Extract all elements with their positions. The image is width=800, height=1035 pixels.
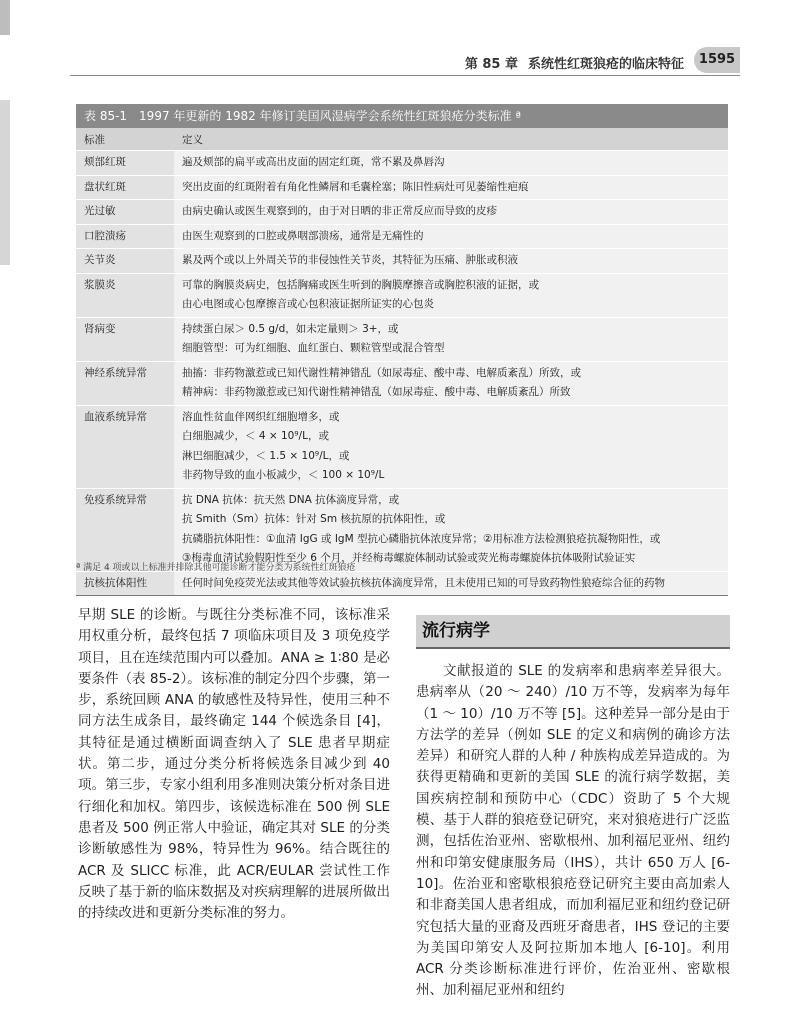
definition-line: 非药物导致的血小板减少，＜ 100 × 10⁹/L bbox=[182, 469, 385, 481]
definition-line: ③梅毒血清试验假阳性至少 6 个月，并经梅毒螺旋体制动试验或荧光梅毒螺旋体抗体吸附试验证实 bbox=[182, 552, 636, 564]
definition-cell bbox=[174, 249, 728, 274]
page-number: 1595 bbox=[694, 47, 740, 73]
definition-line: 细胞管型：可为红细胞、血红蛋白、颗粒管型或混合管型 bbox=[182, 342, 445, 354]
definition-line: 由病史确认或医生观察到的，由于对日晒的非正常反应而导致的皮疹 bbox=[182, 205, 497, 217]
table-row bbox=[76, 488, 728, 571]
definition-line: 由医生观察到的口腔或鼻咽部溃疡，通常是无痛性的 bbox=[182, 229, 424, 242]
criteria-table-grid bbox=[76, 128, 728, 595]
definition-line: 持续蛋白尿＞ 0.5 g/d，如未定量则＞ 3+，或 bbox=[182, 322, 399, 335]
table-row bbox=[76, 200, 728, 225]
table-row bbox=[76, 273, 728, 317]
table-body bbox=[76, 151, 728, 596]
body-paragraph: 早期 SLE 的诊断。与既往分类标准不同，该标准采用权重分析，最终包括 7 项临床项目及 3 项免疫学项目，且在连续范围内可以叠加。ANA ≥ 1∶80 是必要条件（表 85-2）。该标准的制定分四个步骤，第一步，系统回顾 ANA 的敏感性及特异性，使用三种不同方法生成条目，最终确定 144 个候选条目 [4]，其特征是通过横断面调查纳入了 SLE 患者早期症状。第二步，通过分类分析将候选条目减少到 40 项。第三步，专家小组利用多准则决策分析对条目进行细化和加权。第四步，该候选标准在 500 例 SLE 患者及 500 例正常人中验证，确定其对 SLE 的分类诊断敏感性为 98%，特异性为 96%。结合既往的 ACR 及 SLICC 标准，此 ACR/EULAR 尝试性工作反映了基于新的临床数据及对疾病理解的进展所做出的持续改进和更新分类标准的努力。 bbox=[78, 607, 390, 922]
table-row bbox=[76, 175, 728, 200]
definition-cell bbox=[174, 224, 728, 249]
definition-line: 抽搐：非药物激惹或已知代谢性精神错乱（如尿毒症、酸中毒、电解质紊乱）所致，或 bbox=[182, 366, 581, 379]
definition-line: 淋巴细胞减少，＜ 1.5 × 10⁹/L，或 bbox=[182, 449, 350, 462]
definition-line: 累及两个或以上外周关节的非侵蚀性关节炎，其特征为压痛、肿胀或积液 bbox=[182, 254, 518, 266]
criterion-cell: 口腔溃疡 bbox=[76, 224, 174, 249]
header-rule bbox=[70, 75, 740, 76]
table-title: 表 85-1 1997 年更新的 1982 年修订美国风湿病学会系统性红斑狼疮分类标准 ª bbox=[76, 104, 728, 128]
definition-cell bbox=[174, 317, 728, 361]
table-row bbox=[76, 571, 728, 595]
table-footnote: ª 满足 4 项或以上标准并排除其他可能诊断才能分类为系统性红斑狼疮 bbox=[76, 563, 356, 573]
criteria-table bbox=[76, 104, 728, 596]
table-header-criterion: 标准 bbox=[76, 128, 174, 151]
definition-line: 白细胞减少，＜ 4 × 10⁹/L，或 bbox=[182, 430, 329, 442]
right-column bbox=[416, 615, 730, 1002]
definition-line: 由心电图或心包摩擦音或心包积液证据所证实的心包炎 bbox=[182, 298, 434, 310]
definition-cell bbox=[174, 151, 728, 176]
running-header bbox=[70, 45, 740, 75]
definition-line: 溶血性贫血伴网织红细胞增多，或 bbox=[182, 410, 340, 423]
definition-line: 抗磷脂抗体阳性：①血清 IgG 或 IgM 型抗心磷脂抗体浓度异常；②用标准方法检测狼疮抗凝物阳性，或 bbox=[182, 532, 661, 545]
criterion-cell: 肾病变 bbox=[76, 317, 174, 361]
definition-cell bbox=[174, 571, 728, 595]
chapter-number: 第 85 章 bbox=[464, 57, 518, 72]
criterion-cell: 血液系统异常 bbox=[76, 405, 174, 488]
body-paragraph: 文献报道的 SLE 的发病率和患病率差异很大。患病率从（20 ～ 240）/10 万不等，发病率为每年（1 ～ 10）/10 万不等 [5]。这种差异一部分是由于方法学的差异（例如 SLE 的定义和病例的确诊方法差异）和研究人群的人种 / 种族构成差异造成的。为获得更精确和更新的美国 SLE 的流行病学数据，美国疾病控制和预防中心（CDC）资助了 5 个大规模、基于人群的狼疮登记研究，来对狼疮进行广泛监测，包括佐治亚州、密歇根州、加利福尼亚州、纽约州和印第安健康服务局（IHS），共计 650 万人 [6-10]。佐治亚和密歇根狼疮登记研究主要由高加索人和非裔美国人患者组成，而加利福尼亚和纽约登记研究包括大量的亚裔及西班牙裔患者，IHS 登记的主要为美国印第安人及阿拉斯加本地人 [6-10]。利用 ACR 分类诊断标准进行评价，佐治亚州、密歇根州、加利福尼亚州和纽约 bbox=[416, 663, 730, 999]
chapter-title: 系统性红斑狼疮的临床特征 bbox=[527, 57, 684, 72]
definition-line: 精神病：非药物激惹或已知代谢性精神错乱（如尿毒症、酸中毒、电解质紊乱）所致 bbox=[182, 386, 571, 398]
definition-cell bbox=[174, 200, 728, 225]
definition-line: 可靠的胸膜炎病史，包括胸痛或医生听到的胸膜摩擦音或胸腔积液的证据，或 bbox=[182, 278, 539, 291]
table-row bbox=[76, 317, 728, 361]
page-edge-marker bbox=[0, 100, 10, 265]
definition-line: 抗 Smith（Sm）抗体：针对 Sm 核抗原的抗体阳性，或 bbox=[182, 513, 446, 525]
header-text bbox=[465, 53, 684, 72]
left-column bbox=[78, 605, 390, 924]
definition-cell bbox=[174, 405, 728, 488]
definition-line: 抗 DNA 抗体：抗天然 DNA 抗体滴度异常，或 bbox=[182, 493, 400, 506]
definition-cell bbox=[174, 488, 728, 571]
definition-line: 任何时间免疫荧光法或其他等效试验抗核抗体滴度异常，且未使用已知的可导致药物性狼疮综合征的药物 bbox=[182, 576, 665, 589]
criterion-cell: 关节炎 bbox=[76, 249, 174, 274]
criterion-cell: 光过敏 bbox=[76, 200, 174, 225]
table-row bbox=[76, 224, 728, 249]
definition-cell bbox=[174, 175, 728, 200]
criterion-cell: 免疫系统异常 bbox=[76, 488, 174, 571]
definition-cell bbox=[174, 273, 728, 317]
page-edge-marker bbox=[0, 0, 10, 35]
criterion-cell: 神经系统异常 bbox=[76, 361, 174, 405]
table-header-definition: 定义 bbox=[174, 128, 728, 151]
criterion-cell: 盘状红斑 bbox=[76, 175, 174, 200]
definition-line: 突出皮面的红斑附着有角化性鳞屑和毛囊栓塞；陈旧性病灶可见萎缩性疤痕 bbox=[182, 180, 529, 193]
table-row bbox=[76, 249, 728, 274]
table-row bbox=[76, 361, 728, 405]
criterion-cell: 浆膜炎 bbox=[76, 273, 174, 317]
definition-cell bbox=[174, 361, 728, 405]
section-heading: 流行病学 bbox=[416, 615, 730, 649]
table-row bbox=[76, 151, 728, 176]
table-bottom-rule bbox=[76, 595, 728, 596]
definition-line: 遍及颊部的扁平或高出皮面的固定红斑，常不累及鼻唇沟 bbox=[182, 156, 445, 168]
criterion-cell: 抗核抗体阳性 bbox=[76, 571, 174, 595]
criterion-cell: 颊部红斑 bbox=[76, 151, 174, 176]
table-row bbox=[76, 405, 728, 488]
